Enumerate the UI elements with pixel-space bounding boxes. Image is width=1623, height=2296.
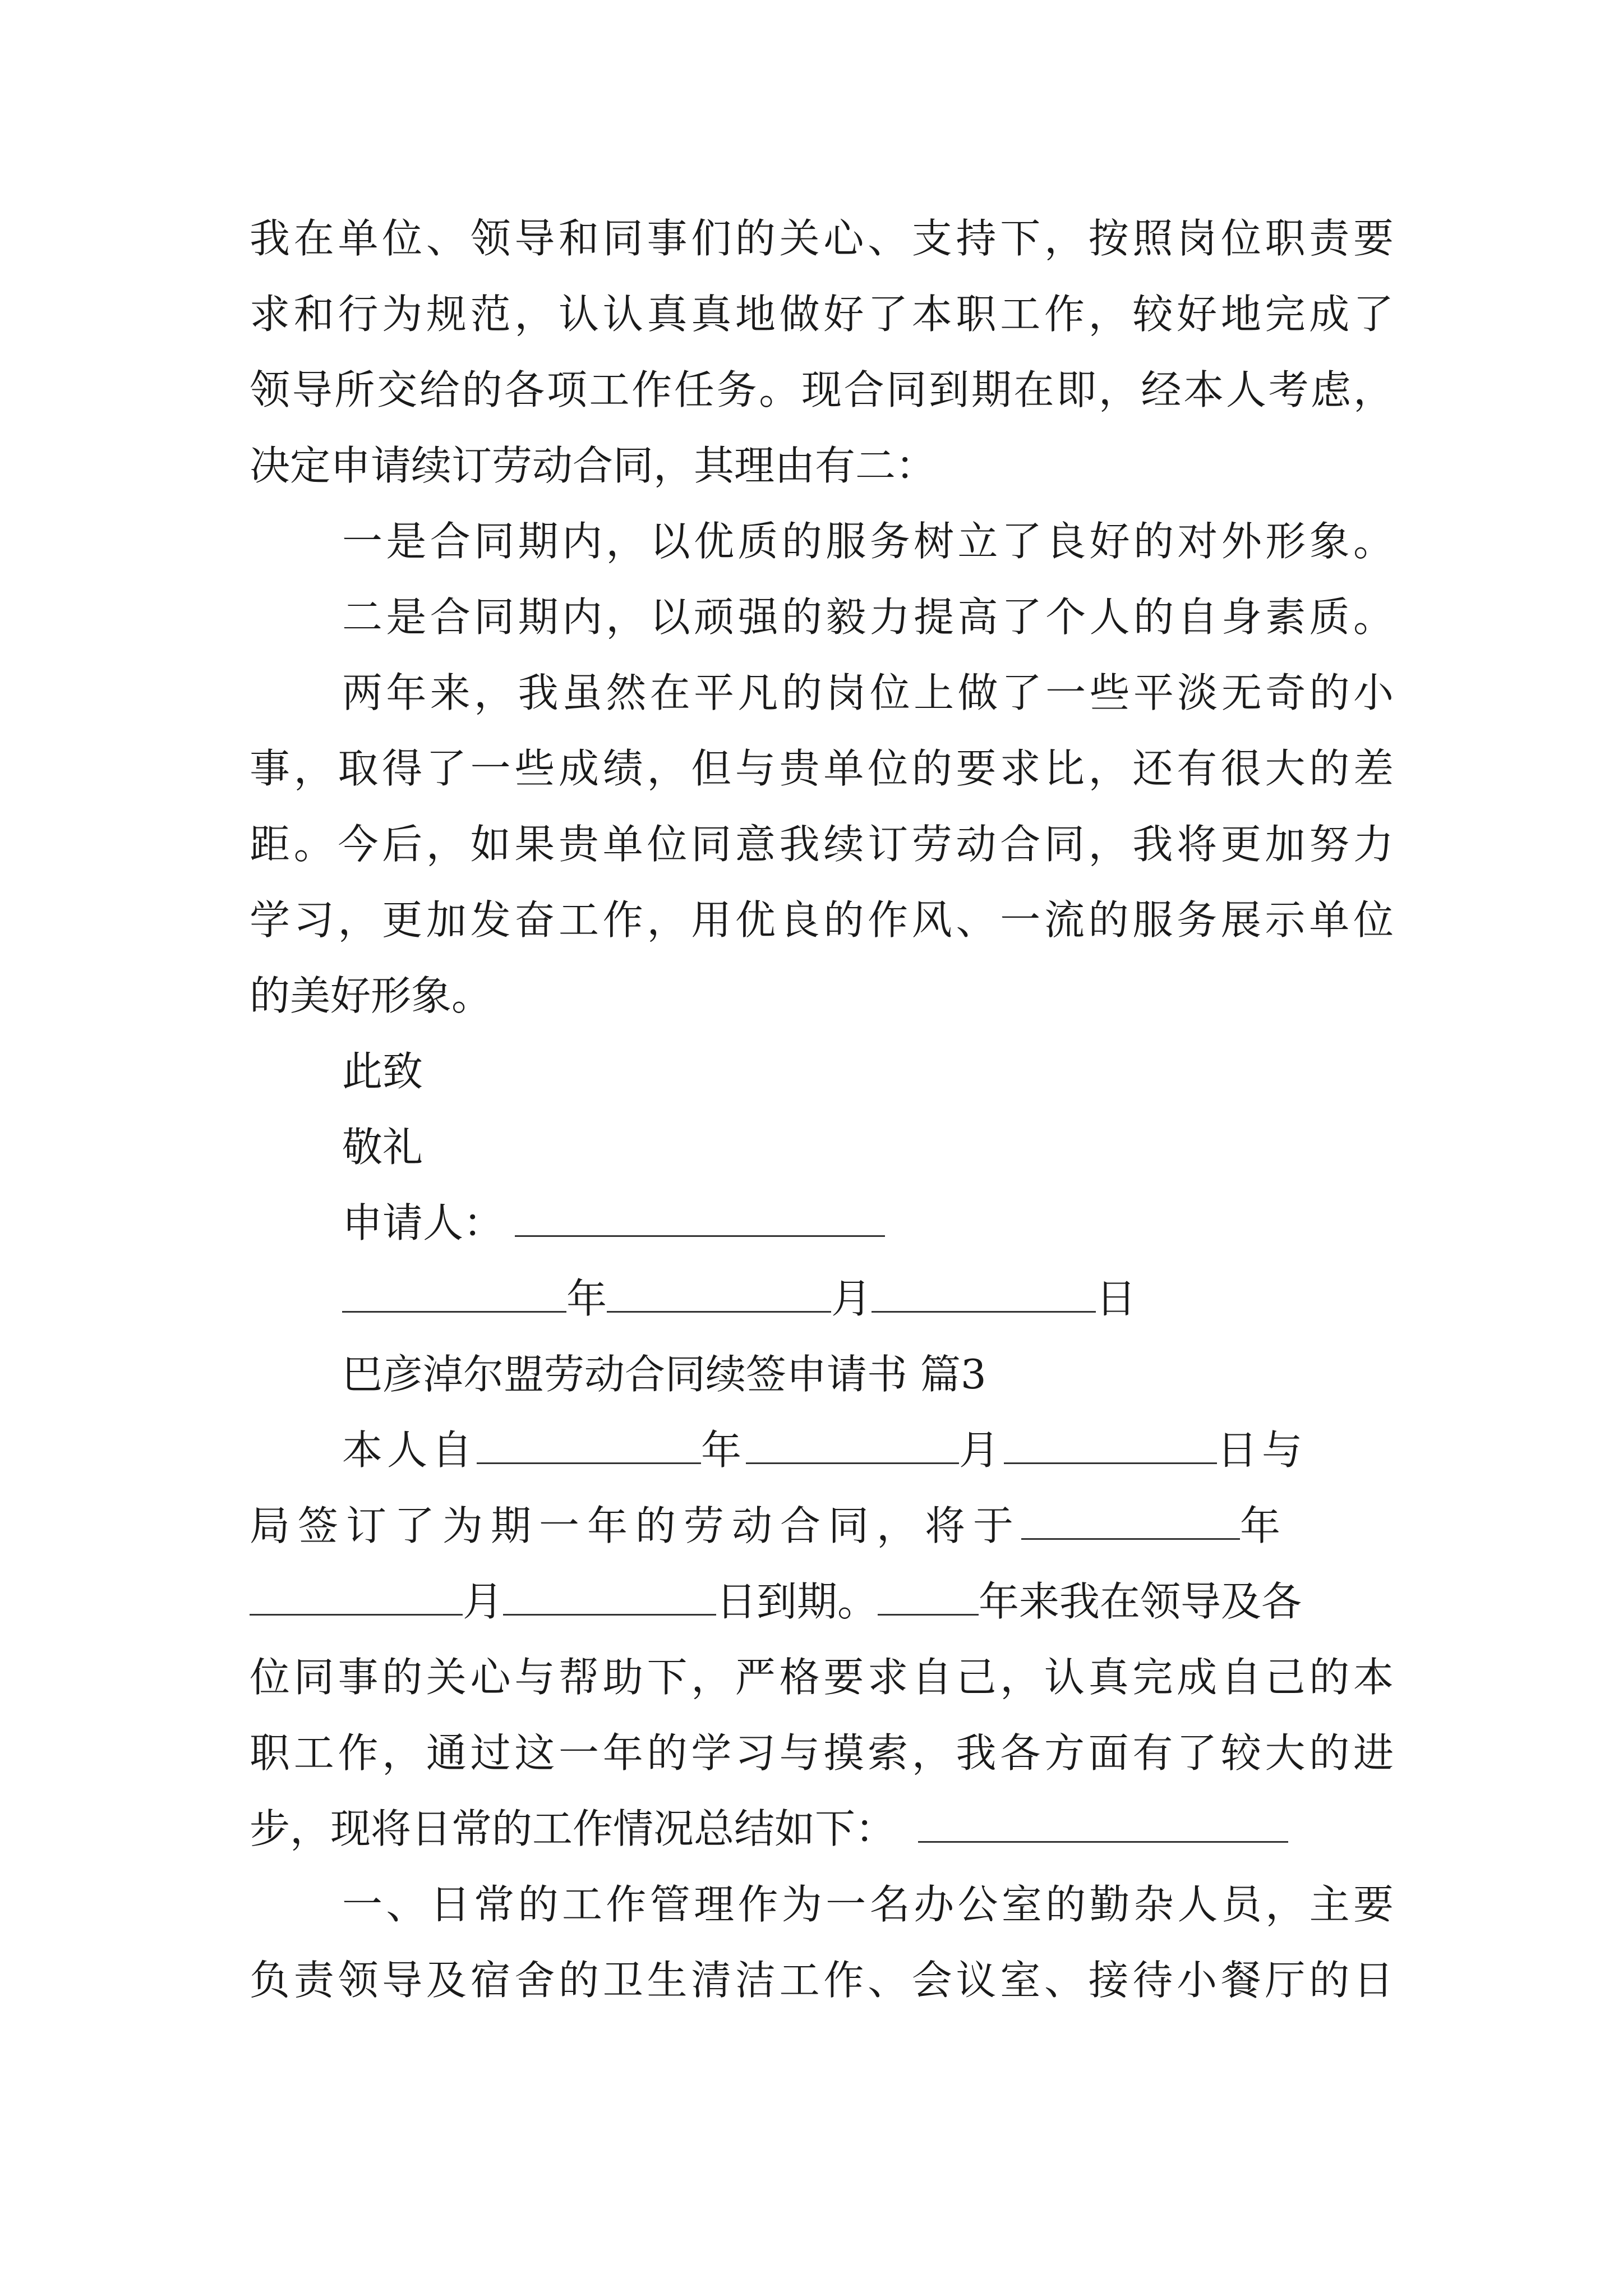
paragraph-line: 我在单位、领导和同事们的关心、支持下，按照岗位职责要 — [250, 215, 1394, 262]
start-year-blank[interactable] — [477, 1429, 701, 1464]
paragraph-line: 一、日常的工作管理作为一名办公室的勤杂人员，主要 — [342, 1881, 1394, 1928]
summary-blank[interactable] — [918, 1807, 1288, 1843]
year-blank[interactable] — [342, 1277, 566, 1313]
paragraph-line: 事，取得了一些成绩，但与贵单位的要求比，还有很大的差 — [250, 745, 1394, 792]
applicant-line — [342, 1195, 1394, 1251]
year-label: 年 — [566, 1275, 607, 1322]
paragraph-line: 负责领导及宿舍的卫生清洁工作、会议室、接待小餐厅的日 — [250, 1957, 1394, 2004]
day-label: 日 — [1096, 1275, 1137, 1322]
end-year-blank[interactable] — [1021, 1504, 1240, 1540]
paragraph-line: 本人自 年 月 日与 — [342, 1427, 1307, 1474]
end-day-blank[interactable] — [503, 1580, 716, 1616]
paragraph-line: 求和行为规范，认认真真地做好了本职工作，较好地完成了 — [250, 291, 1394, 338]
paragraph-line: 学习，更加发奋工作，用优良的作风、一流的服务展示单位 — [250, 896, 1394, 944]
section-title: 巴彦淖尔盟劳动合同续签申请书 篇3 — [342, 1351, 986, 1398]
paragraph-line: 月 日到期。 年来我在领导及各 — [250, 1573, 1394, 1630]
day-blank[interactable] — [872, 1277, 1096, 1313]
date-line — [342, 1271, 1394, 1327]
closing-regards: 敬礼 — [342, 1124, 423, 1171]
paragraph-line: 两年来，我虽然在平凡的岗位上做了一些平淡无奇的小 — [342, 669, 1394, 716]
end-month-blank[interactable] — [250, 1580, 463, 1616]
reason-two: 二是合同期内，以顽强的毅力提高了个人的自身素质。 — [342, 593, 1394, 641]
paragraph-line: 距。今后，如果贵单位同意我续订劳动合同，我将更加努力 — [250, 821, 1394, 868]
month-blank[interactable] — [607, 1277, 831, 1313]
paragraph-line: 步，现将日常的工作情况总结如下： — [250, 1801, 1394, 1857]
years-blank[interactable] — [878, 1580, 979, 1616]
closing-salutation: 此致 — [342, 1048, 423, 1095]
start-month-blank[interactable] — [746, 1429, 959, 1464]
month-label: 月 — [831, 1275, 872, 1322]
paragraph-line: 决定申请续订劳动合同，其理由有二： — [250, 442, 937, 489]
applicant-label: 申请人： — [342, 1199, 504, 1246]
paragraph-line: 职工作，通过这一年的学习与摸索，我各方面有了较大的进 — [250, 1729, 1394, 1777]
signature-blank[interactable] — [515, 1202, 885, 1237]
start-day-blank[interactable] — [1004, 1429, 1217, 1464]
paragraph-line: 位同事的关心与帮助下，严格要求自己，认真完成自己的本 — [250, 1654, 1394, 1701]
paragraph-line: 局签订了为期一年的劳动合同，将于 年 — [250, 1502, 1289, 1549]
paragraph-line: 领导所交给的各项工作任务。现合同到期在即，经本人考虑， — [250, 366, 1394, 413]
reason-one: 一是合同期内，以优质的服务树立了良好的对外形象。 — [342, 518, 1394, 565]
paragraph-line: 的美好形象。 — [250, 972, 492, 1019]
